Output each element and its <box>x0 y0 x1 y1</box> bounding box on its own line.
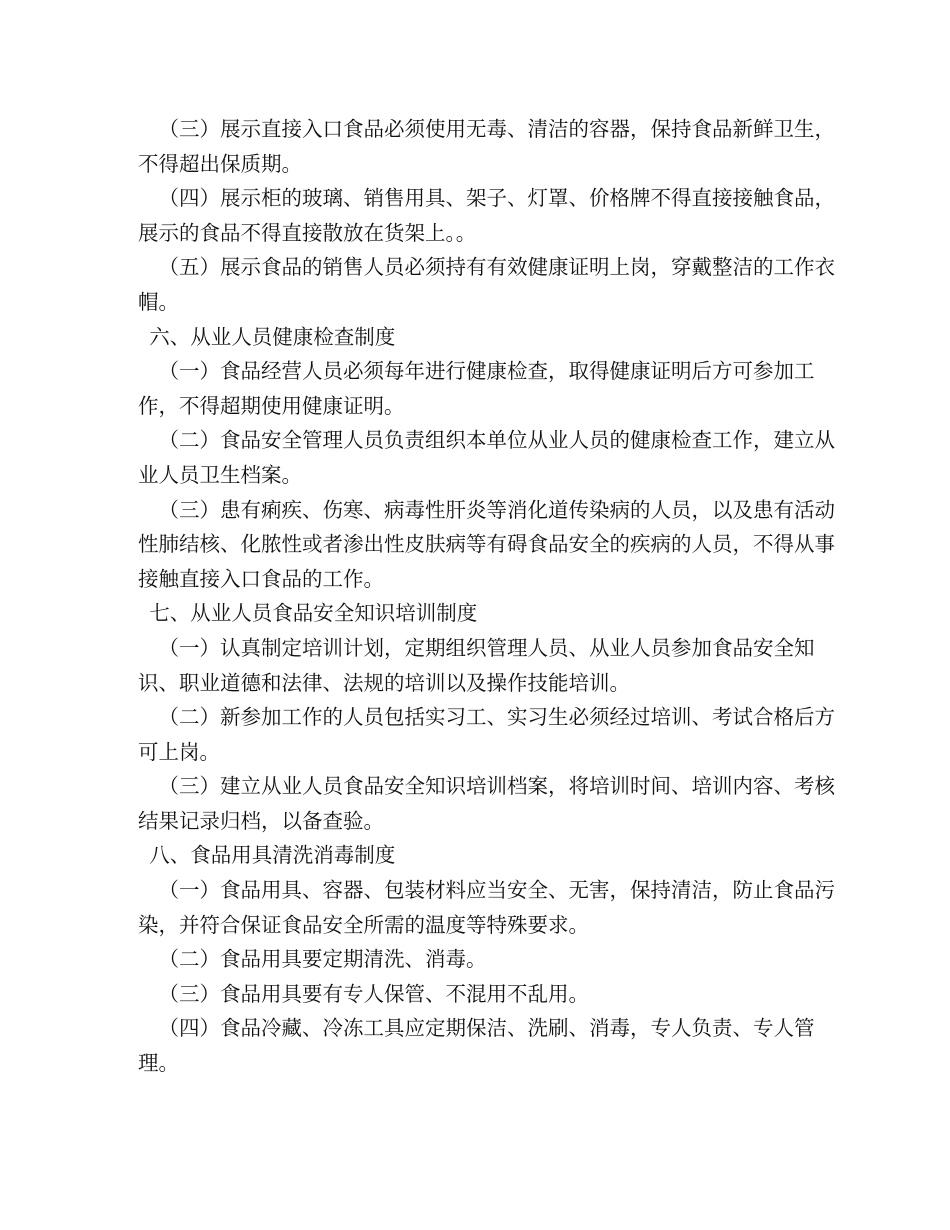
paragraph-annual-check: （一）食品经营人员必须每年进行健康检查，取得健康证明后方可参加工作，不得超期使用健康证明。 <box>138 359 815 418</box>
paragraph-disease-exclusion: （三）患有痢疾、伤寒、病毒性肝炎等消化道传染病的人员，以及患有活动性肺结核、化脓性或者渗出性皮肤病等有碍食品安全的疾病的人员，不得从事接触直接入口食品的工作。 <box>138 497 835 591</box>
paragraph-training-records: （三）建立从业人员食品安全知识培训档案，将培训时间、培训内容、考核结果记录归档，以备查验。 <box>138 774 835 833</box>
paragraph-training-plan: （一）认真制定培训计划，定期组织管理人员、从业人员参加食品安全知识、职业道德和法律、法规的培训以及操作技能培训。 <box>138 635 815 695</box>
paragraph-display-cabinet: （四）展示柜的玻璃、销售用具、架子、灯罩、价格牌不得直接接触食品，展示的食品不得直接散放在货架上。。 <box>138 186 835 245</box>
paragraph-regular-cleaning: （二）食品用具要定期清洗、消毒。 <box>158 947 487 972</box>
document-body <box>138 112 838 1081</box>
paragraph-sales-staff: （五）展示食品的销售人员必须持有有效健康证明上岗，穿戴整洁的工作衣帽。 <box>138 255 835 314</box>
paragraph-display-container: （三）展示直接入口食品必须使用无毒、清洁的容器，保持食品新鲜卫生，不得超出保质期。 <box>138 117 835 176</box>
paragraph-cold-storage: （四）食品冷藏、冷冻工具应定期保洁、洗刷、消毒，专人负责、专人管理。 <box>138 1016 815 1076</box>
paragraph-utensil-safety: （一）食品用具、容器、包装材料应当安全、无害，保持清洁，防止食品污染，并符合保证食品安全所需的温度等特殊要求。 <box>138 878 835 937</box>
section-heading-health-check: 六、从业人员健康检查制度 <box>149 324 396 349</box>
section-heading-training: 七、从业人员食品安全知识培训制度 <box>149 601 478 626</box>
paragraph-dedicated-custody: （三）食品用具要有专人保管、不混用不乱用。 <box>158 981 589 1006</box>
paragraph-health-records: （二）食品安全管理人员负责组织本单位从业人员的健康检查工作，建立从业人员卫生档案。 <box>138 428 835 487</box>
section-heading-utensil-cleaning: 八、食品用具清洗消毒制度 <box>149 843 396 868</box>
paragraph-new-staff-training: （二）新参加工作的人员包括实习工、实习生必须经过培训、考试合格后方可上岗。 <box>138 705 835 764</box>
